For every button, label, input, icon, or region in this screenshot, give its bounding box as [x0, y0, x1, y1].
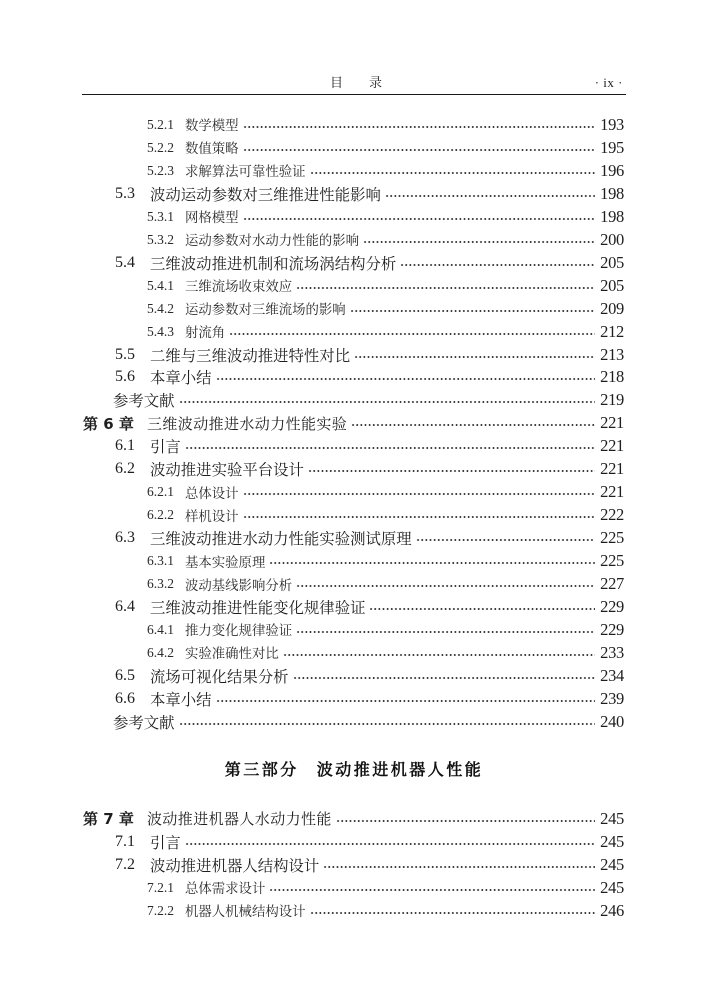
toc-entry-section: [0, 251, 624, 274]
entry-number: 6.3: [115, 529, 135, 547]
toc-entry-section: [0, 830, 624, 853]
dot-leader: [179, 710, 596, 733]
dot-leader: [310, 899, 596, 922]
entry-title: 求解算法可靠性验证: [185, 164, 306, 180]
entry-page: 205: [600, 252, 624, 272]
entry-page: 222: [600, 505, 624, 525]
entry-title: 总体设计: [185, 485, 239, 501]
entry-page: 209: [600, 298, 624, 318]
entry-page: 221: [600, 436, 624, 456]
header-title-char: 目: [329, 75, 343, 90]
toc-entry-section: [0, 853, 624, 876]
entry-title: 参考文献: [113, 714, 175, 732]
entry-number: 5.4.3: [147, 323, 174, 339]
entry-title: 波动基线影响分析: [185, 577, 293, 593]
toc-list-part-three: [0, 807, 624, 922]
toc-entry-subsection: [0, 159, 624, 182]
entry-page: 245: [600, 808, 624, 828]
toc-entry-subsection: [0, 114, 624, 137]
entry-title: 波动运动参数对三维推进性能影响: [150, 186, 381, 204]
entry-page: 219: [600, 390, 624, 410]
entry-title: 样机设计: [185, 508, 239, 524]
entry-page: 227: [600, 574, 624, 594]
entry-number: 7.2.1: [147, 879, 174, 895]
dot-leader: [185, 435, 595, 458]
toc-entry-subsection: [0, 550, 624, 573]
toc-entry-section: [0, 343, 624, 366]
entry-title: 三维波动推进性能变化规律验证: [150, 599, 366, 617]
part-heading: [0, 759, 708, 781]
part-label: 第三部分: [224, 760, 299, 779]
dot-leader: [310, 159, 596, 182]
dot-leader: [243, 481, 596, 504]
entry-number: 6.1: [115, 437, 135, 455]
entry-page: 196: [600, 160, 624, 180]
entry-title: 波动推进机器人结构设计: [150, 857, 320, 875]
dot-leader: [243, 136, 596, 159]
toc-entry-section: [0, 435, 624, 458]
entry-title: 基本实验原理: [185, 554, 266, 570]
toc-entry-references: [0, 710, 624, 733]
entry-title: 波动推进实验平台设计: [150, 462, 304, 480]
entry-title: 三维波动推进水动力性能实验测试原理: [150, 531, 412, 549]
entry-page: 229: [600, 619, 624, 639]
dot-leader: [269, 550, 595, 573]
entry-number: 6.4.1: [147, 621, 174, 637]
entry-title: 流场可视化结果分析: [150, 668, 289, 686]
entry-number: 5.3.1: [147, 208, 174, 224]
entry-title: 参考文献: [113, 393, 175, 411]
entry-number: 5.4: [115, 253, 135, 271]
entry-title: 网格模型: [185, 210, 239, 226]
entry-title: 推力变化规律验证: [185, 623, 293, 639]
entry-title: 引言: [150, 834, 181, 852]
dot-leader: [185, 830, 595, 853]
entry-title: 三维流场收束效应: [185, 279, 293, 295]
entry-page: 229: [600, 596, 624, 616]
entry-page: 193: [600, 114, 624, 134]
toc-entry-section: [0, 182, 624, 205]
toc-entry-section: [0, 664, 624, 687]
entry-number: 5.5: [115, 345, 135, 363]
entry-title: 本章小结: [150, 691, 212, 709]
entry-number: 7.1: [115, 832, 135, 850]
entry-page: 245: [600, 831, 624, 851]
entry-page: 195: [600, 137, 624, 157]
toc-entry-chapter: [0, 412, 624, 435]
entry-title: 数学模型: [185, 118, 239, 134]
entry-number: 5.2.3: [147, 162, 174, 178]
dot-leader: [283, 641, 595, 664]
entry-number: 6.2.1: [147, 484, 174, 500]
dot-leader: [216, 366, 596, 389]
entry-title: 三维波动推进机制和流场涡结构分析: [150, 255, 397, 273]
dot-leader: [296, 618, 595, 641]
dot-leader: [229, 320, 595, 343]
entry-number: 6.6: [115, 689, 135, 707]
toc-entry-subsection: [0, 205, 624, 228]
entry-page: 240: [600, 711, 624, 731]
dot-leader: [243, 114, 596, 137]
dot-leader: [243, 205, 596, 228]
entry-title: 总体需求设计: [185, 881, 266, 896]
dot-leader: [308, 458, 595, 481]
dot-leader: [369, 596, 595, 619]
running-header: [82, 72, 626, 94]
toc-entry-subsection: [0, 504, 624, 527]
header-title: [82, 75, 626, 91]
dot-leader: [296, 274, 595, 297]
toc-list: [0, 114, 624, 734]
dot-leader: [293, 664, 596, 687]
entry-page: 245: [600, 877, 624, 897]
toc-entry-subsection: [0, 297, 624, 320]
entry-number: 5.4.2: [147, 300, 174, 316]
entry-number: 6.4.2: [147, 644, 174, 660]
entry-page: 225: [600, 551, 624, 571]
dot-leader: [296, 573, 595, 596]
entry-page: 234: [600, 665, 624, 685]
toc-entry-subsection: [0, 876, 624, 899]
toc-entry-subsection: [0, 274, 624, 297]
toc-entry-section: [0, 596, 624, 619]
entry-title: 机器人机械结构设计: [185, 904, 306, 919]
dot-leader: [400, 251, 595, 274]
toc-entry-subsection: [0, 618, 624, 641]
entry-page: 205: [600, 275, 624, 295]
entry-title: 实验准确性对比: [185, 646, 279, 662]
entry-number: 6.3.2: [147, 576, 174, 592]
dot-leader: [363, 228, 595, 251]
entry-page: 221: [600, 482, 624, 502]
entry-page: 239: [600, 688, 624, 708]
header-rule: [82, 94, 626, 95]
entry-page: 213: [600, 344, 624, 364]
toc-entry-subsection: [0, 228, 624, 251]
entry-page: 233: [600, 642, 624, 662]
part-title: 波动推进机器人性能: [316, 760, 484, 779]
dot-leader: [351, 412, 595, 435]
toc-entry-subsection: [0, 136, 624, 159]
entry-number: 6.3.1: [147, 553, 174, 569]
entry-title: 数值策略: [185, 141, 239, 157]
dot-leader: [336, 807, 595, 830]
dot-leader: [323, 853, 595, 876]
entry-number: 7.2: [115, 855, 135, 873]
dot-leader: [416, 527, 595, 550]
entry-page: 245: [600, 854, 624, 874]
entry-page: 198: [600, 206, 624, 226]
dot-leader: [243, 504, 596, 527]
entry-title: 运动参数对三维流场的影响: [185, 302, 346, 318]
dot-leader: [350, 297, 595, 320]
entry-number: 5.2.2: [147, 139, 174, 155]
entry-page: 212: [600, 321, 624, 341]
entry-number: 5.3: [115, 184, 135, 202]
entry-number: 5.6: [115, 368, 135, 386]
entry-title: 波动推进机器人水动力性能: [147, 810, 332, 828]
entry-page: 218: [600, 367, 624, 387]
entry-page: 246: [600, 900, 624, 920]
entry-number: 5.3.2: [147, 231, 174, 247]
entry-number: 7.2.2: [147, 902, 174, 918]
entry-page: 221: [600, 459, 624, 479]
toc-entry-section: [0, 458, 624, 481]
dot-leader: [179, 389, 596, 412]
dot-leader: [216, 687, 596, 710]
entry-number: 5.4.1: [147, 277, 174, 293]
entry-title: 二维与三维波动推进特性对比: [150, 347, 351, 365]
dot-leader: [385, 182, 595, 205]
entry-page: 225: [600, 528, 624, 548]
entry-title: 引言: [150, 439, 181, 457]
entry-title: 运动参数对水动力性能的影响: [185, 233, 360, 249]
entry-number: 6.2.2: [147, 507, 174, 523]
toc-entry-section: [0, 366, 624, 389]
toc-entry-subsection: [0, 320, 624, 343]
toc-entry-references: [0, 389, 624, 412]
entry-page: 198: [600, 183, 624, 203]
toc-entry-chapter: [0, 807, 624, 830]
header-page-number: · ix ·: [594, 75, 623, 90]
toc-entry-section: [0, 527, 624, 550]
entry-number: 5.2.1: [147, 116, 174, 132]
entry-number: 6.5: [115, 666, 135, 684]
toc-entry-subsection: [0, 573, 624, 596]
entry-title: 三维波动推进水动力性能实验: [147, 414, 348, 433]
entry-title: 射流角: [185, 325, 226, 341]
header-title-char: 录: [369, 75, 383, 90]
toc-entry-subsection: [0, 899, 624, 922]
entry-page: 200: [600, 229, 624, 249]
dot-leader: [354, 343, 595, 366]
toc-entry-subsection: [0, 641, 624, 664]
entry-number: 6.4: [115, 597, 135, 615]
entry-number: 第 6 章: [83, 414, 134, 433]
entry-number: 6.2: [115, 460, 135, 478]
entry-title: 本章小结: [150, 370, 212, 388]
dot-leader: [269, 876, 595, 899]
entry-number: 第 7 章: [83, 810, 134, 828]
toc-entry-subsection: [0, 481, 624, 504]
toc-entry-section: [0, 687, 624, 710]
entry-page: 221: [600, 413, 624, 433]
